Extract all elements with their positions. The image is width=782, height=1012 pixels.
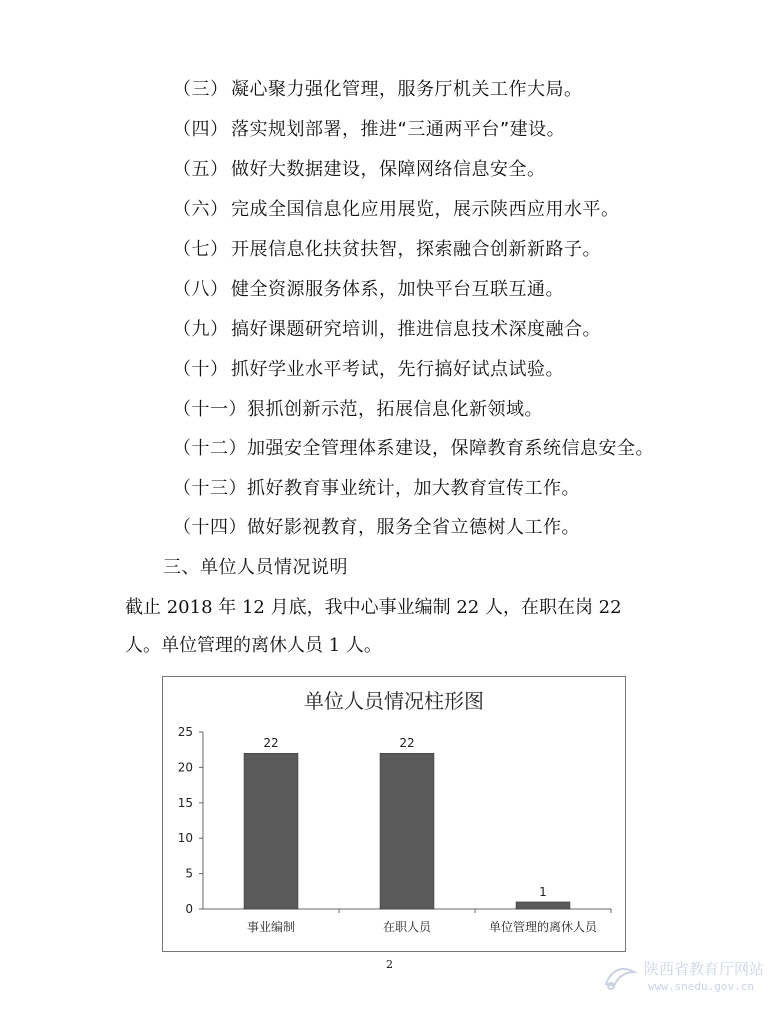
work-item xyxy=(173,398,543,422)
work-item-number: （十） xyxy=(173,359,229,380)
work-item xyxy=(173,158,546,182)
work-item-number: （十四） xyxy=(173,517,247,538)
work-item xyxy=(173,516,580,540)
staff-bar-chart xyxy=(162,676,626,952)
work-item-text: 做好大数据建设，保障网络信息安全。 xyxy=(231,159,546,180)
chart-title: 单位人员情况柱形图 xyxy=(304,689,484,713)
y-tick-label: 10 xyxy=(177,831,193,846)
work-item xyxy=(173,78,583,102)
site-watermark xyxy=(602,958,772,1000)
work-item xyxy=(173,437,654,461)
bar-data-label: 22 xyxy=(263,736,279,751)
work-item xyxy=(173,358,564,382)
work-item xyxy=(173,118,565,142)
work-item-text: 做好影视教育，服务全省立德树人工作。 xyxy=(247,517,580,538)
work-item xyxy=(173,198,620,222)
bar-data-label: 1 xyxy=(539,884,547,899)
bar-data-label: 22 xyxy=(399,736,415,751)
chart-canvas xyxy=(163,677,625,951)
x-category-label: 在职人员 xyxy=(382,920,432,934)
work-item-text: 搞好课题研究培训，推进信息技术深度融合。 xyxy=(231,319,601,340)
x-category-label: 单位管理的离休人员 xyxy=(488,920,598,934)
y-tick-label: 25 xyxy=(177,725,193,739)
x-category-label: 事业编制 xyxy=(246,920,296,934)
watermark-logo-icon xyxy=(602,962,638,992)
work-item xyxy=(173,318,601,342)
y-tick-label: 5 xyxy=(185,866,193,881)
bar xyxy=(516,902,570,909)
work-item-number: （十二） xyxy=(173,438,247,459)
work-item-text: 抓好学业水平考试，先行搞好试点试验。 xyxy=(231,359,564,380)
work-item-text: 加强安全管理体系建设，保障教育系统信息安全。 xyxy=(247,438,654,459)
work-item-text: 落实规划部署，推进“三通两平台”建设。 xyxy=(231,119,566,140)
work-item-number: （九） xyxy=(173,319,229,340)
work-item xyxy=(173,238,601,262)
section-heading: 三、单位人员情况说明 xyxy=(163,557,348,578)
work-item-number: （八） xyxy=(173,279,229,300)
staff-paragraph-line-2: 人。单位管理的离休人员 1 人。 xyxy=(125,635,382,656)
work-item-text: 健全资源服务体系，加快平台互联互通。 xyxy=(231,279,564,300)
staff-paragraph-line-1: 截止 2018 年 12 月底，我中心事业编制 22 人，在职在岗 22 xyxy=(125,597,622,618)
bar xyxy=(380,753,434,909)
y-tick-label: 20 xyxy=(177,760,193,775)
watermark-url: www.snedu.gov.cn xyxy=(648,980,754,993)
chart-bars xyxy=(244,736,570,909)
work-item-text: 完成全国信息化应用展览，展示陕西应用水平。 xyxy=(231,199,620,220)
page-number: 2 xyxy=(386,958,393,971)
work-item xyxy=(173,278,564,302)
work-item xyxy=(173,477,580,501)
work-item-number: （十一） xyxy=(173,399,247,420)
work-item-text: 狠抓创新示范，拓展信息化新领域。 xyxy=(247,399,543,420)
y-tick-label: 15 xyxy=(177,795,193,810)
work-item-number: （三） xyxy=(173,79,229,100)
y-tick-label: 0 xyxy=(185,902,193,916)
work-item-number: （六） xyxy=(173,199,229,220)
work-item-number: （七） xyxy=(173,239,229,260)
work-item-text: 开展信息化扶贫扶智，探索融合创新新路子。 xyxy=(231,239,601,260)
work-item-text: 抓好教育事业统计，加大教育宣传工作。 xyxy=(247,478,580,499)
bar xyxy=(244,753,298,909)
work-item-number: （四） xyxy=(173,119,229,140)
work-item-text: 凝心聚力强化管理，服务厅机关工作大局。 xyxy=(231,79,583,100)
watermark-site-name: 陕西省教育厅网站 xyxy=(644,960,765,978)
work-item-number: （十三） xyxy=(173,478,247,499)
work-item-number: （五） xyxy=(173,159,229,180)
